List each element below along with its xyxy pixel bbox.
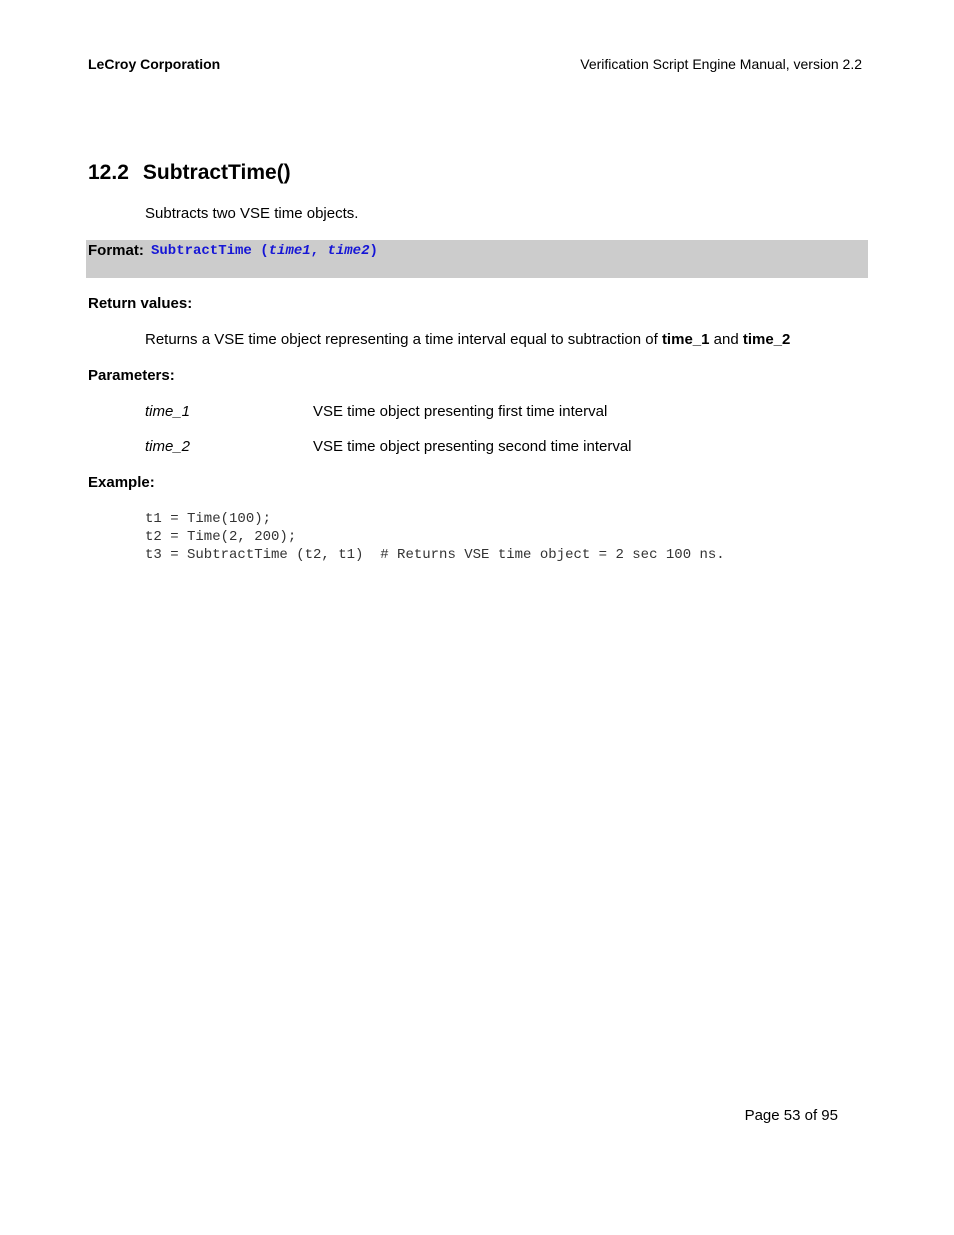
return-values-text [145, 331, 790, 348]
format-signature [151, 243, 378, 259]
param-name: time_2 [145, 438, 191, 455]
format-close-paren: ) [369, 243, 378, 259]
return-values-prefix: Returns a VSE time object representing a time interval equal to subtraction of [145, 331, 662, 348]
section-number: 12.2 [88, 161, 129, 184]
param-name: time_1 [145, 403, 191, 420]
format-open-paren: ( [251, 243, 269, 259]
example-code-block: t1 = Time(100); t2 = Time(2, 200); t3 = SubtractTime (t2, t1) # Returns VSE time object = 2 sec 100 ns. [145, 511, 725, 563]
return-term-time2: time_2 [742, 331, 791, 348]
param-description: VSE time object presenting second time interval [313, 438, 632, 455]
return-term-time1: time_1 [661, 331, 710, 348]
header-manual-title: Verification Script Engine Manual, version 2.2 [580, 56, 862, 72]
section-title: SubtractTime() [142, 161, 291, 184]
format-label: Format: [88, 242, 144, 259]
section-description: Subtracts two VSE time objects. [145, 205, 359, 222]
format-arg-time1: time1 [268, 243, 311, 259]
example-label: Example: [88, 474, 155, 491]
section-heading [88, 161, 291, 185]
return-conjunction: and [709, 331, 743, 348]
parameters-label: Parameters: [88, 367, 175, 384]
return-values-label: Return values: [88, 295, 193, 312]
page-number: Page 53 of 95 [744, 1107, 838, 1124]
param-description: VSE time object presenting first time interval [313, 403, 608, 420]
format-arg-time2: time2 [327, 243, 370, 259]
header-company: LeCroy Corporation [88, 56, 221, 72]
format-box [86, 240, 868, 278]
format-separator: , [310, 243, 328, 259]
format-function-name: SubtractTime [151, 243, 252, 259]
